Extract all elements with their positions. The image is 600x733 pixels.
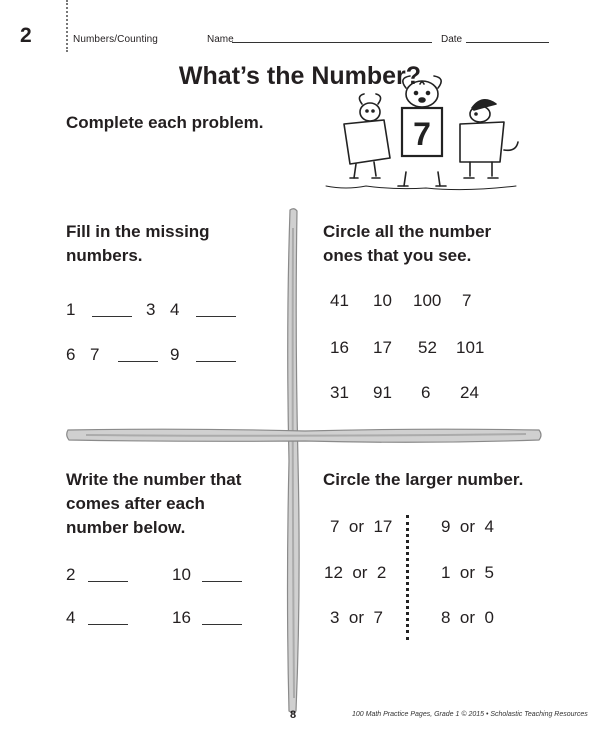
footer-credit: 100 Math Practice Pages, Grade 1 © 2015 • Scholastic Teaching Resources: [352, 711, 588, 718]
instruction: Complete each problem.: [66, 113, 264, 132]
q2-item[interactable]: 31: [330, 383, 349, 402]
q2-item[interactable]: 10: [373, 291, 392, 310]
q1-row2-blank2[interactable]: [196, 361, 236, 362]
q2-title: Circle all the number ones that you see.: [323, 222, 492, 265]
q1-row1-blank2[interactable]: [196, 316, 236, 317]
q3-item: 4: [66, 608, 76, 627]
q4-pair[interactable]: 9 or 4: [441, 517, 494, 536]
q1-title: Fill in the missing numbers.: [66, 222, 210, 265]
q1-row2-blank1[interactable]: [118, 361, 158, 362]
q2-item[interactable]: 91: [373, 383, 392, 402]
q1-row1-n1: 1: [66, 300, 76, 319]
q2-item[interactable]: 52: [418, 338, 437, 357]
animals-illustration: [322, 74, 522, 192]
sign-number: 7: [413, 116, 431, 152]
q3-answer[interactable]: [202, 624, 242, 625]
header-divider: [66, 0, 68, 52]
page-title: What’s the Number?: [178, 62, 422, 90]
q3-answer[interactable]: [202, 581, 242, 582]
q2-item[interactable]: 101: [456, 338, 485, 357]
q3-item: 2: [66, 565, 76, 584]
section-title: Numbers/Counting: [73, 34, 158, 45]
q2-item[interactable]: 6: [421, 383, 431, 402]
q2-item[interactable]: 7: [462, 291, 472, 310]
date-field[interactable]: [466, 42, 549, 43]
q3-item: 16: [172, 608, 191, 627]
q2-item[interactable]: 24: [460, 383, 479, 402]
q2-item[interactable]: 16: [330, 338, 349, 357]
q2-item[interactable]: 41: [330, 291, 349, 310]
q3-title: Write the number that comes after each number below.: [66, 470, 242, 537]
q4-pair[interactable]: 12 or 2: [324, 563, 387, 582]
dotted-divider: [406, 515, 409, 640]
name-field[interactable]: [232, 42, 432, 43]
q4-title: Circle the larger number.: [323, 470, 524, 489]
q4-pair[interactable]: 1 or 5: [441, 563, 494, 582]
q4-pair[interactable]: 7 or 17: [330, 517, 393, 536]
vertical-stick: [284, 208, 302, 714]
section-number: 2: [20, 24, 32, 47]
horizontal-stick: [66, 424, 542, 446]
q1-row1-n2: 3: [146, 300, 156, 319]
q3-answer[interactable]: [88, 581, 128, 582]
q1-row2-n2: 7: [90, 345, 100, 364]
q3-answer[interactable]: [88, 624, 128, 625]
q3-item: 10: [172, 565, 191, 584]
q4-pair[interactable]: 3 or 7: [330, 608, 383, 627]
q2-item[interactable]: 100: [413, 291, 442, 310]
q4-pair[interactable]: 8 or 0: [441, 608, 494, 627]
q1-row1-n3: 4: [170, 300, 180, 319]
name-label: Name: [207, 34, 234, 45]
q2-item[interactable]: 17: [373, 338, 392, 357]
q1-row2-n1: 6: [66, 345, 76, 364]
q1-row1-blank1[interactable]: [92, 316, 132, 317]
date-label: Date: [441, 34, 463, 45]
footer-page-number: 8: [290, 709, 297, 721]
q1-row2-n3: 9: [170, 345, 180, 364]
